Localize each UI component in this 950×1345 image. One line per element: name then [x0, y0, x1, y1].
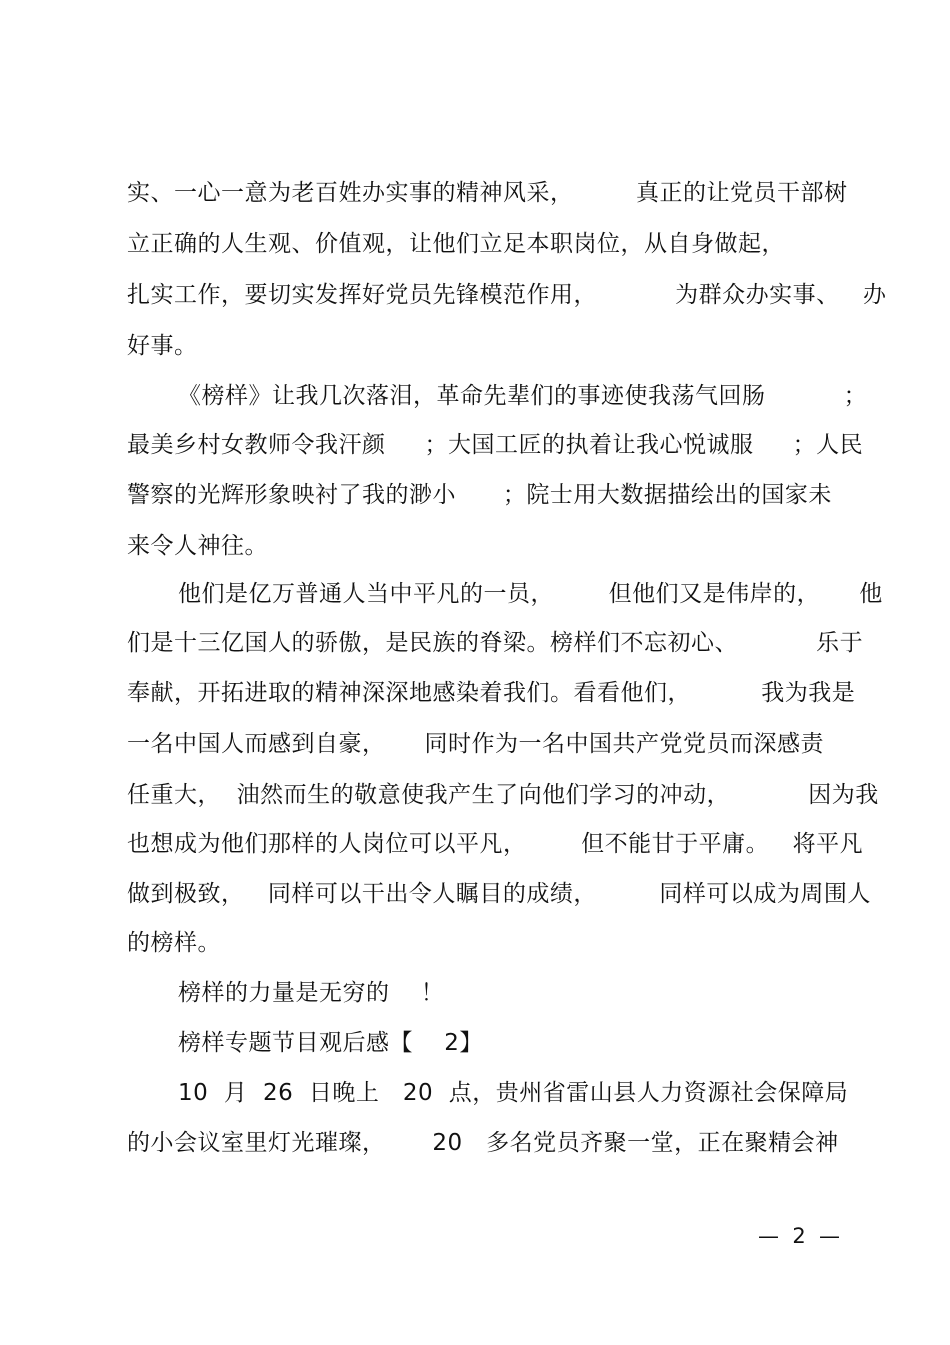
- text-line: 《榜样》让我几次落泪，革命先辈们的事迹使我荡气回肠 ；: [178, 383, 868, 409]
- text-line: 的榜样。: [127, 930, 221, 956]
- page-number: — 2 —: [758, 1224, 841, 1248]
- text-line: 的小会议室里灯光璀璨， 20 多名党员齐聚一堂，正在聚精会神: [127, 1130, 839, 1156]
- text-line: 10 月 26 日晚上 20 点，贵州省雷山县人力资源社会保障局: [178, 1080, 849, 1106]
- section-heading: 榜样专题节目观后感【 2】: [178, 1030, 483, 1056]
- text-line: 他们是亿万普通人当中平凡的一员， 但他们又是伟岸的， 他: [178, 581, 883, 607]
- text-line: 最美乡村女教师令我汗颜 ；大国工匠的执着让我心悦诚服 ；人民: [127, 432, 864, 458]
- text-line: 实、一心一意为老百姓办实事的精神风采， 真正的让党员干部树: [127, 180, 848, 206]
- text-line: 也想成为他们那样的人岗位可以平凡， 但不能甘于平庸。 将平凡: [127, 831, 864, 857]
- text-line: 奉献，开拓进取的精神深深地感染着我们。看看他们， 我为我是: [127, 680, 856, 706]
- text-line: 警察的光辉形象映衬了我的渺小 ；院士用大数据描绘出的国家未: [127, 482, 832, 508]
- text-line: 榜样的力量是无穷的 ！: [178, 980, 445, 1006]
- text-line: 做到极致， 同样可以干出令人瞩目的成绩， 同样可以成为周围人: [127, 881, 871, 907]
- text-line: 任重大， 油然而生的敬意使我产生了向他们学习的冲动， 因为我: [127, 782, 879, 808]
- text-line: 来令人神往。: [127, 533, 268, 559]
- text-line: 一名中国人而感到自豪， 同时作为一名中国共产党党员而深感责: [127, 731, 825, 757]
- text-line: 立正确的人生观、价值观，让他们立足本职岗位，从自身做起，: [127, 231, 785, 257]
- text-line: 扎实工作，要切实发挥好党员先锋模范作用， 为群众办实事、 办: [127, 282, 887, 308]
- text-line: 好事。: [127, 333, 198, 359]
- text-line: 们是十三亿国人的骄傲，是民族的脊梁。榜样们不忘初心、 乐于: [127, 630, 864, 656]
